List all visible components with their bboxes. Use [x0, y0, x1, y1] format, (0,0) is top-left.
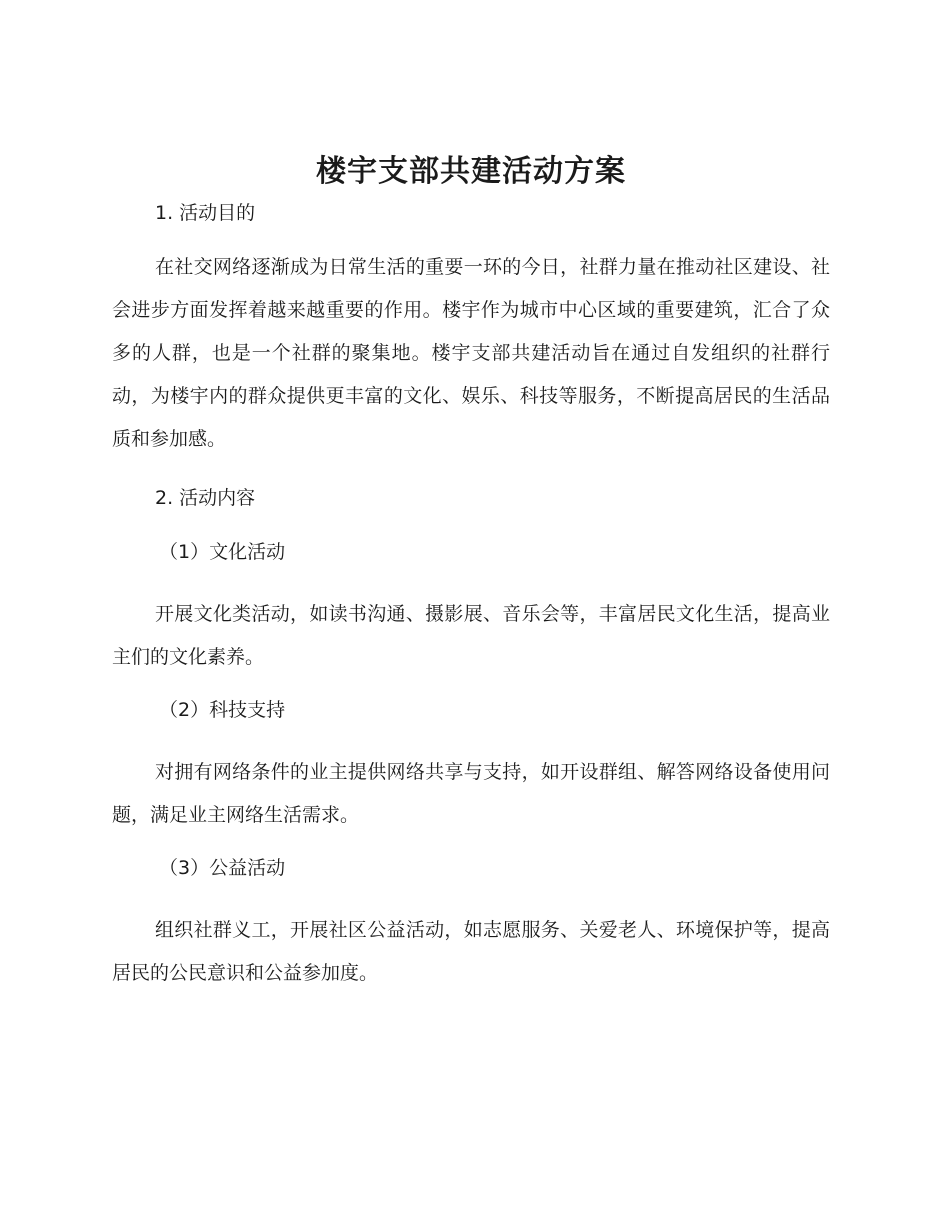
subsection-culture: [112, 539, 830, 679]
subsection-tech: [112, 697, 830, 837]
subsection-charity: [112, 855, 830, 995]
section-heading: 2. 活动内容: [155, 487, 256, 509]
section-content: [112, 485, 830, 995]
subsection-heading: （1）文化活动: [159, 541, 286, 563]
subsection-heading: （3）公益活动: [159, 857, 286, 879]
section-purpose: [112, 200, 830, 461]
section-heading: 1. 活动目的: [155, 202, 256, 224]
document-page: [112, 150, 830, 1013]
subsection-paragraph: 开展文化类活动，如读书沟通、摄影展、音乐会等，丰富居民文化生活，提高业主们的文化素养。: [112, 603, 830, 668]
subsection-paragraph: 组织社群义工，开展社区公益活动，如志愿服务、关爱老人、环境保护等，提高居民的公民意识和公益参加度。: [112, 919, 830, 984]
subsection-heading: （2）科技支持: [159, 699, 286, 721]
subsection-paragraph: 对拥有网络条件的业主提供网络共享与支持，如开设群组、解答网络设备使用问题，满足业主网络生活需求。: [112, 761, 830, 826]
section-paragraph: 在社交网络逐渐成为日常生活的重要一环的今日，社群力量在推动社区建设、社会进步方面发挥着越来越重要的作用。楼宇作为城市中心区域的重要建筑，汇合了众多的人群，也是一个社群的聚集地。楼宇支部共建活动旨在通过自发组织的社群行动，为楼宇内的群众提供更丰富的文化、娱乐、科技等服务，不断提高居民的生活品质和参加感。: [112, 256, 830, 450]
document-title: 楼宇支部共建活动方案: [316, 154, 626, 189]
